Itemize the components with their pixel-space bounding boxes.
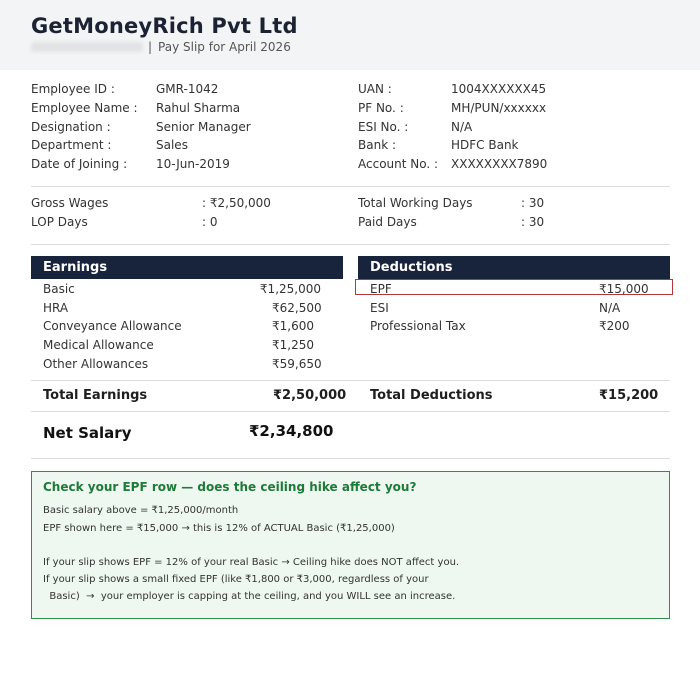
divider xyxy=(31,411,670,412)
total-earnings-value: ₹2,50,000 xyxy=(273,388,347,403)
note-line: Basic salary above = ₹1,25,000/month xyxy=(43,505,239,516)
uan-label: UAN : xyxy=(358,82,392,96)
paid-days-label: Paid Days xyxy=(358,215,417,229)
deductions-heading: Deductions xyxy=(358,256,670,279)
department-value: Sales xyxy=(156,138,188,152)
pf-no-label: PF No. : xyxy=(358,101,404,115)
employee-name-value: Rahul Sharma xyxy=(156,101,241,115)
account-no-label: Account No. : xyxy=(358,157,439,171)
earning-label-medical: Medical Allowance xyxy=(43,338,154,352)
earning-amount-conveyance: ₹1,600 xyxy=(272,319,314,333)
divider xyxy=(31,380,670,381)
deduction-label-epf: EPF xyxy=(370,282,392,296)
gross-wages-label: Gross Wages xyxy=(31,196,109,210)
account-no-value: XXXXXXXX7890 xyxy=(451,157,548,171)
note-title: Check your EPF row — does the ceiling hike affect you? xyxy=(43,480,417,494)
note-line: If your slip shows EPF = 12% of your real Basic → Ceiling hike does NOT affect you. xyxy=(43,557,460,568)
esi-no-label: ESI No. : xyxy=(358,120,409,134)
payslip-period: Pay Slip for April 2026 xyxy=(158,40,291,54)
gross-wages-value: : ₹2,50,000 xyxy=(202,196,271,210)
deduction-amount-professional-tax: ₹200 xyxy=(599,319,630,333)
lop-days-label: LOP Days xyxy=(31,215,88,229)
paid-days-value: : 30 xyxy=(521,215,545,229)
total-working-days-label: Total Working Days xyxy=(358,196,473,210)
total-working-days-value: : 30 xyxy=(521,196,545,210)
total-earnings-label: Total Earnings xyxy=(43,388,148,403)
deduction-amount-epf: ₹15,000 xyxy=(599,282,649,296)
uan-value: 1004XXXXXX45 xyxy=(451,82,547,96)
divider xyxy=(31,458,670,459)
payslip-subtitle xyxy=(148,40,291,54)
deduction-label-esi: ESI xyxy=(370,301,389,315)
note-line: EPF shown here = ₹15,000 → this is 12% of ACTUAL Basic (₹1,25,000) xyxy=(43,523,395,534)
net-salary-label: Net Salary xyxy=(43,424,132,442)
earning-amount-medical: ₹1,250 xyxy=(272,338,314,352)
earning-label-basic: Basic xyxy=(43,282,75,296)
employee-id-value: GMR-1042 xyxy=(156,82,219,96)
divider xyxy=(31,186,670,187)
redacted-address xyxy=(31,42,143,52)
pf-no-value: MH/PUN/xxxxxx xyxy=(451,101,547,115)
date-of-joining-value: 10-Jun-2019 xyxy=(156,157,230,171)
date-of-joining-label: Date of Joining : xyxy=(31,157,128,171)
employee-id-label: Employee ID : xyxy=(31,82,115,96)
lop-days-value: : 0 xyxy=(202,215,218,229)
total-deductions-value: ₹15,200 xyxy=(599,388,659,403)
deduction-amount-esi: N/A xyxy=(599,301,621,315)
designation-label: Designation : xyxy=(31,120,111,134)
earning-label-conveyance: Conveyance Allowance xyxy=(43,319,182,333)
epf-ceiling-note xyxy=(31,471,670,619)
earning-label-other: Other Allowances xyxy=(43,357,149,371)
bank-label: Bank : xyxy=(358,138,396,152)
employee-name-label: Employee Name : xyxy=(31,101,138,115)
earning-amount-hra: ₹62,500 xyxy=(272,301,322,315)
deduction-label-professional-tax: Professional Tax xyxy=(370,319,466,333)
earning-amount-other: ₹59,650 xyxy=(272,357,322,371)
note-line: If your slip shows a small fixed EPF (like ₹1,800 or ₹3,000, regardless of your xyxy=(43,574,429,585)
subtitle-separator: | xyxy=(148,40,153,54)
earning-amount-basic: ₹1,25,000 xyxy=(259,282,321,296)
department-label: Department : xyxy=(31,138,112,152)
bank-value: HDFC Bank xyxy=(451,138,519,152)
esi-no-value: N/A xyxy=(451,120,473,134)
divider xyxy=(31,244,670,245)
total-deductions-label: Total Deductions xyxy=(370,388,493,403)
note-line: Basic) → your employer is capping at the ceiling, and you WILL see an increase. xyxy=(43,591,456,602)
net-salary-value: ₹2,34,800 xyxy=(249,422,334,440)
earnings-heading: Earnings xyxy=(31,256,343,279)
earning-label-hra: HRA xyxy=(43,301,69,315)
payslip-header xyxy=(0,0,700,70)
company-name: GetMoneyRich Pvt Ltd xyxy=(31,14,298,38)
designation-value: Senior Manager xyxy=(156,120,251,134)
